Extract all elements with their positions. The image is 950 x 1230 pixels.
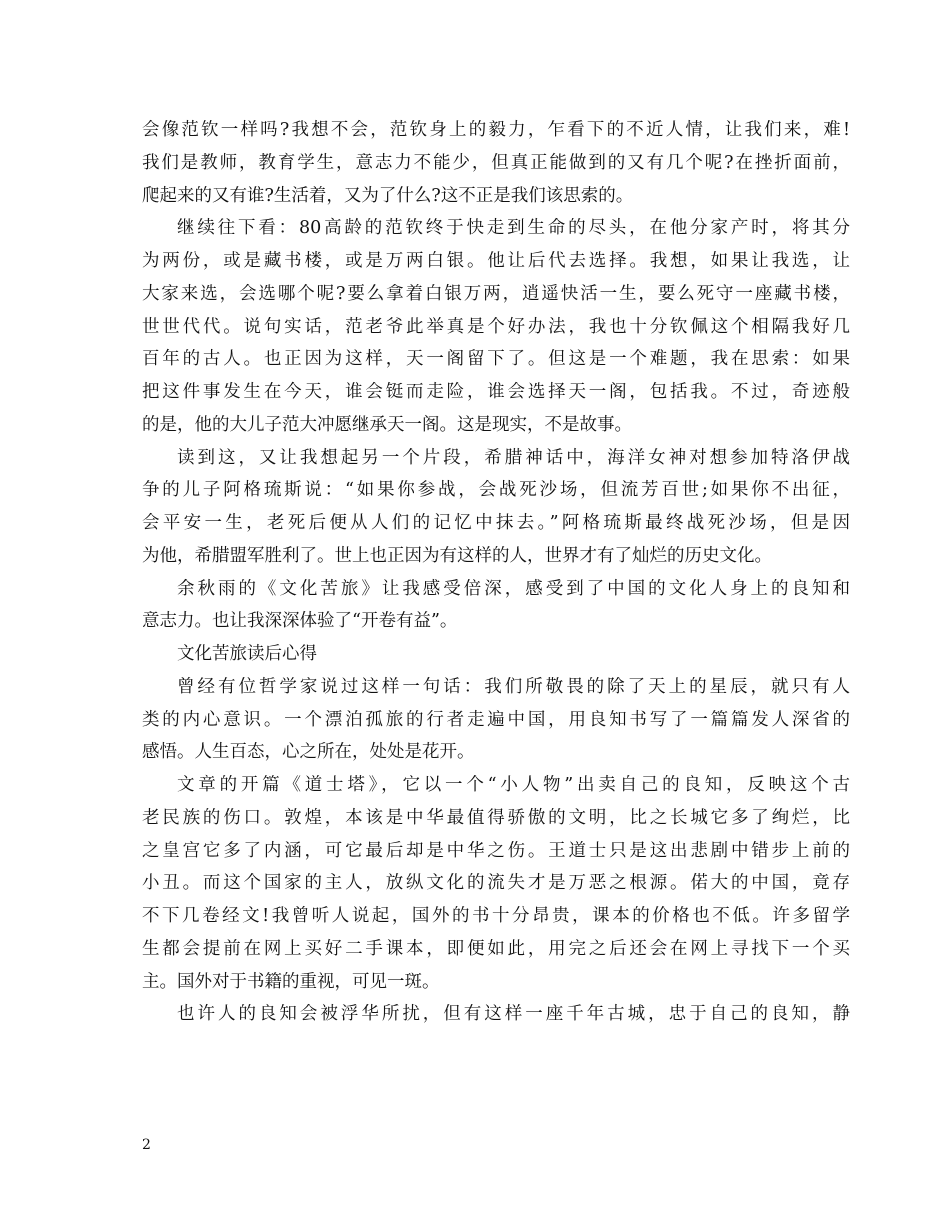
text-line: 感悟。人生百态，心之所在，处处是花开。 — [142, 742, 475, 763]
text-line: 为他，希腊盟军胜利了。世上也正因为有这样的人，世界才有了灿烂的历史文化。 — [142, 545, 772, 566]
text-line: 把这件事发生在今天，谁会铤而走险，谁会选择天一阁，包括我。不过，奇迹般 — [142, 382, 850, 402]
text-line: 余秋雨的《文化苦旅》让我感受倍深，感受到了中国的文化人身上的良知和 — [177, 578, 850, 599]
section-heading: 文化苦旅读后心得 — [177, 644, 317, 664]
text-line: 争的儿子阿格琉斯说：“如果你参战，会战死沙场，但流芳百世;如果你不出征， — [142, 480, 850, 501]
text-line: 生都会提前在网上买好二手课本，即便如此，用完之后还会在网上寻找下一个买 — [142, 938, 850, 959]
text-line: 不下几卷经文!我曾听人说起，国外的书十分昂贵，课本的价格也不低。许多留学 — [142, 906, 850, 926]
text-line: 会像范钦一样吗?我想不会，范钦身上的毅力，乍看下的不近人情，让我们来，难! — [142, 120, 850, 140]
text-line: 曾经有位哲学家说过这样一句话：我们所敬畏的除了天上的星辰，就只有人 — [177, 676, 850, 697]
text-line: 文章的开篇《道士塔》，它以一个“小人物”出卖自己的良知，反映这个古 — [177, 775, 850, 795]
body-text — [142, 114, 850, 1031]
page-number: 2 — [142, 1137, 151, 1153]
text-line: 为两份，或是藏书楼，或是万两白银。他让后代去选择。我想，如果让我选，让 — [142, 251, 850, 271]
text-line: 主。国外对于书籍的重视，可见一斑。 — [142, 971, 440, 992]
text-line: 百年的古人。也正因为这样，天一阁留下了。但这是一个难题，我在思索：如果 — [142, 349, 850, 370]
text-line: 世世代代。说句实话，范老爷此举真是个好办法，我也十分钦佩这个相隔我好几 — [142, 316, 850, 337]
text-line: 继续往下看：80高龄的范钦终于快走到生命的尽头，在他分家产时，将其分 — [177, 218, 850, 239]
text-line: 老民族的伤口。敦煌，本该是中华最值得骄傲的文明，比之长城它多了绚烂，比 — [142, 807, 850, 828]
text-line: 意志力。也让我深深体验了“开卷有益”。 — [142, 611, 458, 632]
text-line: 我们是教师，教育学生，意志力不能少，但真正能做到的又有几个呢?在挫折面前， — [142, 152, 850, 173]
text-line: 也许人的良知会被浮华所扰，但有这样一座千年古城，忠于自己的良知，静 — [177, 1004, 850, 1025]
text-line: 大家来选，会选哪个呢?要么拿着白银万两，逍遥快活一生，要么死守一座藏书楼， — [142, 283, 850, 304]
text-line: 读到这，又让我想起另一个片段，希腊神话中，海洋女神对想参加特洛伊战 — [177, 447, 850, 468]
text-line: 小丑。而这个国家的主人，放纵文化的流失才是万恶之根源。偌大的中国，竟存 — [142, 873, 850, 894]
text-line: 会平安一生，老死后便从人们的记忆中抹去。”阿格琉斯最终战死沙场，但是因 — [142, 513, 850, 533]
text-line: 之皇宫它多了内涵，可它最后却是中华之伤。王道士只是这出悲剧中错步上前的 — [142, 840, 850, 861]
text-line: 类的内心意识。一个漂泊孤旅的行者走遍中国，用良知书写了一篇篇发人深省的 — [142, 709, 850, 730]
text-line: 爬起来的又有谁?生活着，又为了什么?这不正是我们该思索的。 — [142, 185, 634, 206]
text-line: 的是，他的大儿子范大冲愿继承天一阁。这是现实，不是故事。 — [142, 414, 632, 435]
